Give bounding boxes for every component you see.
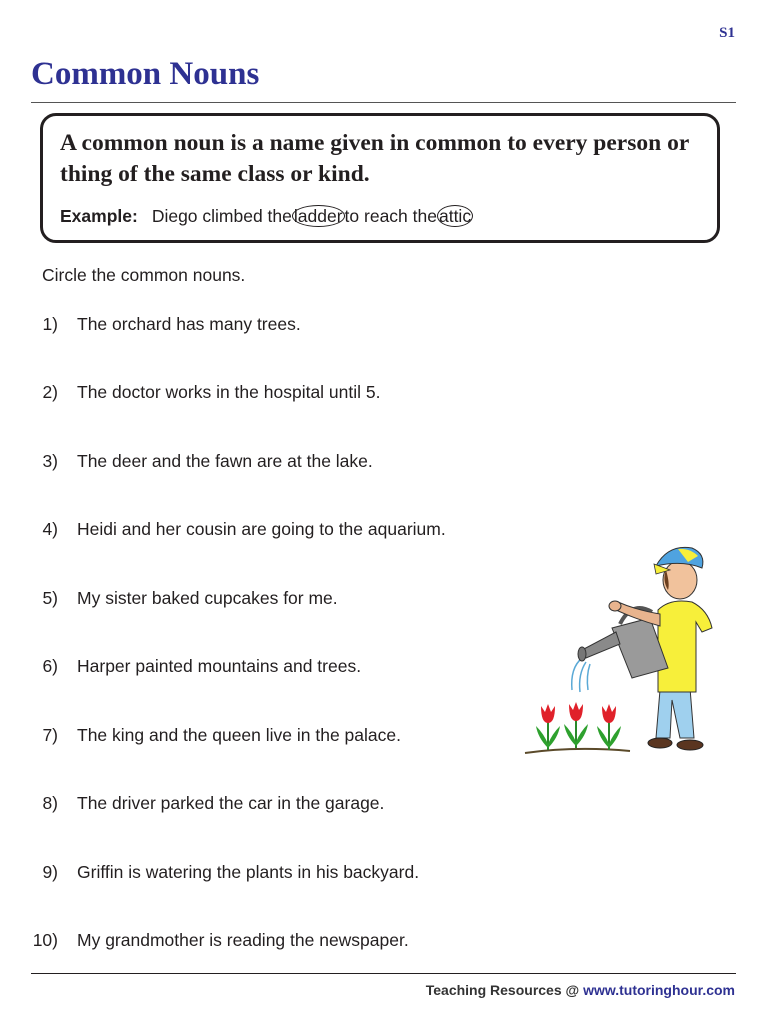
item-number: 7) xyxy=(42,725,58,745)
item-text: Heidi and her cousin are going to the aquarium. xyxy=(77,519,446,539)
tulip-icon xyxy=(564,702,588,748)
example-noun-attic: attic xyxy=(438,206,472,226)
definition-text: A common noun is a name given in common to every person or thing of the same class or kind. xyxy=(60,130,689,187)
title-divider xyxy=(31,102,736,103)
item-text: The doctor works in the hospital until 5. xyxy=(77,382,381,402)
item-text: My sister baked cupcakes for me. xyxy=(77,588,338,608)
boy-watering-flowers-illustration xyxy=(520,540,720,765)
sheet-code: S1 xyxy=(719,25,735,41)
example-line xyxy=(60,206,473,227)
example-part-1: Diego climbed the xyxy=(151,206,292,226)
item-text: My grandmother is reading the newspaper. xyxy=(77,930,409,950)
item-number: 4) xyxy=(42,519,58,539)
footer xyxy=(426,982,735,998)
item-text: The driver parked the car in the garage. xyxy=(77,793,385,813)
footer-divider xyxy=(31,973,736,974)
footer-link[interactable]: www.tutoringhour.com xyxy=(583,982,735,998)
item-number: 3) xyxy=(42,451,58,471)
page-title: Common Nouns xyxy=(31,56,260,92)
example-noun-ladder: ladder xyxy=(293,206,343,226)
definition-box xyxy=(40,113,720,243)
item-number: 2) xyxy=(42,382,58,402)
item-number: 5) xyxy=(42,588,58,608)
footer-label: Teaching Resources @ xyxy=(425,982,584,998)
tulip-icon xyxy=(536,704,560,750)
item-number: 1) xyxy=(42,314,58,334)
item-number: 8) xyxy=(42,793,58,813)
item-text: The deer and the fawn are at the lake. xyxy=(77,451,373,471)
item-text: Griffin is watering the plants in his backyard. xyxy=(77,862,420,882)
example-label: Example: xyxy=(60,206,138,226)
example-part-2: to reach the xyxy=(344,206,437,226)
item-text: The king and the queen live in the palace. xyxy=(77,725,401,745)
tulip-icon xyxy=(597,704,621,750)
item-text: The orchard has many trees. xyxy=(77,314,301,334)
instruction: Circle the common nouns. xyxy=(42,265,246,285)
item-number: 9) xyxy=(42,862,58,882)
item-number: 10) xyxy=(32,930,58,950)
item-text: Harper painted mountains and trees. xyxy=(77,656,362,676)
item-number: 6) xyxy=(42,656,58,676)
